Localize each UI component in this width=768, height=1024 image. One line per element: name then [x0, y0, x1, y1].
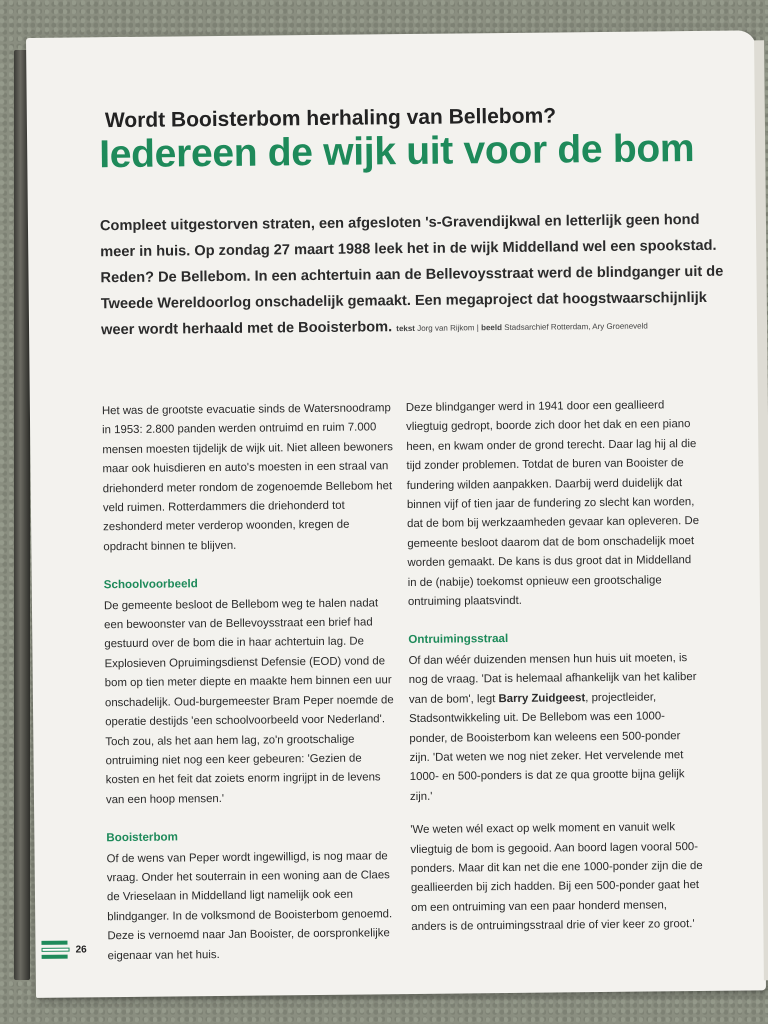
- kicker: Wordt Booisterbom herhaling van Bellebom?: [104, 104, 557, 133]
- credits-separator: |: [476, 323, 479, 333]
- left-paragraph-3: Of de wens van Peper wordt ingewilligd, is nog maar de vraag. Onder het souterrain in een woning aan de Claes de Vrieselaan in Middelland ligt namelijk ook een blindganger. In de volksmond de Booisterbom genoemd. Deze is vernoemd naar Jan Booister, de oorspronkelijke eigenaar van het huis.: [106, 849, 393, 962]
- stripes-icon: [41, 941, 69, 959]
- credits-image-author: Stadsarchief Rotterdam, Ary Groeneveld: [504, 321, 648, 333]
- credits-text-author: Jorg van Rijkom: [417, 323, 475, 333]
- quote-rest: , projectleider, Stadsontwikkeling uit. De Bellebom was een 1000-ponder, de Booisterbom kan weleens een 500-ponder zijn. 'Dat weten we nog niet zeker. Het vervelende met 1000- en 500-ponders is dat ze qua grootte bijna gelijk zijn.': [409, 691, 685, 803]
- credits: [396, 322, 648, 334]
- headline: Iedereen de wijk uit voor de bom: [99, 127, 695, 177]
- right-paragraph-3: 'We weten wél exact op welk moment en vanuit welk vliegtuig de bom is gegooid. Aan boord lagen vooral 500-ponders. Maar dit kan net die ene 1000-ponder zijn die de geallieerden bij zich hadden. Bij een 500-ponder gaat het om een ontruiming van een paar honderd mensen, anders is de ontruimingsstraal drie of vier keer zo groot.': [410, 821, 703, 934]
- subheading-ontruimingsstraal: Ontruimingsstraal: [408, 632, 509, 647]
- magazine-page: [26, 30, 766, 998]
- lead-text: Compleet uitgestorven straten, een afgesloten 's-Gravendijkwal en letterlijk geen hond meer in huis. Op zondag 27 maart 1988 leek het in de wijk Middelland wel een spookstad. Reden? De Bellebom. In een achtertuin aan de Bellevoysstraat werd de blindganger uit de Tweede Wereldoorlog onschadelijk gemaakt. Een megaproject dat hoogstwaarschijnlijk weer wordt herhaald met de Booisterbom.: [99, 211, 724, 339]
- lead-paragraph: [100, 207, 727, 346]
- subheading-schoolvoorbeeld: Schoolvoorbeeld: [103, 577, 198, 592]
- page-number-block: [41, 940, 86, 958]
- subheading-booisterbom: Booisterbom: [106, 830, 178, 845]
- left-column: [102, 399, 400, 980]
- right-paragraph-2: [408, 649, 702, 807]
- credits-text-label: tekst: [396, 323, 415, 334]
- left-paragraph-1: Het was de grootste evacuatie sinds de Watersnoodramp in 1953: 2.800 panden werden ontruimd en ruim 7.000 mensen moesten tijdelijk de wijk uit. Niet alleen bewoners maar ook huisdieren en auto's moesten in een straal van driehonderd meter rondom de zogenoemde Bellebom het veld ruimen. Rotterdammers die driehonderd tot zeshonderd meter verderop woonden, kregen de opdracht binnen te blijven.: [101, 402, 393, 554]
- left-paragraph-2: De gemeente besloot de Bellebom weg te halen nadat een bewoonster van de Bellevoysstraat een brief had gestuurd over de bom die in haar achtertuin lag. De Explosieven Opruimingsdienst Defensie (EOD) vond de bom op tien meter diepte en maakte hem binnen een uur onschadelijk. Oud-burgemeester Bram Peper noemde de operatie destijds 'een schoolvoorbeeld voor Nederland'. Toch zou, als het aan hem lag, zo'n grootschalige ontruiming niet nog een keer gebeuren: 'Gezien de kosten en het feit dat zoiets enorm ingrijpt in de levens van een hoop mensen.': [103, 597, 394, 806]
- right-column: [406, 396, 704, 952]
- credits-image-label: beeld: [481, 323, 503, 333]
- quote-intro: Of dan wéér duizenden mensen hun huis uit moeten, is nog de vraag. 'Dat is helemaal afhankelijk van het kaliber van de bom', legt: [408, 651, 697, 706]
- page-number: 26: [75, 943, 87, 956]
- right-paragraph-1: Deze blindganger werd in 1941 door een geallieerd vliegtuig gedropt, boorde zich door het dak en een piano heen, en kwam onder de grond terecht. Daar lag hij al die tijd zonder problemen. Totdat de buren van Booister de fundering wilden aanpakken. Daarbij werd duidelijk dat binnen vijf of tien jaar de fundering zo slecht kan worden, dat de bom bij werkzaamheden gevaar kan opleveren. De gemeente besloot daarom dat de bom onschadelijk moet worden gemaakt. De kans is dus groot dat in Middelland in de (nabije) toekomst opnieuw een grootschalige ontruiming plaatsvindt.: [405, 399, 700, 609]
- person-name: Barry Zuidgeest: [498, 691, 586, 705]
